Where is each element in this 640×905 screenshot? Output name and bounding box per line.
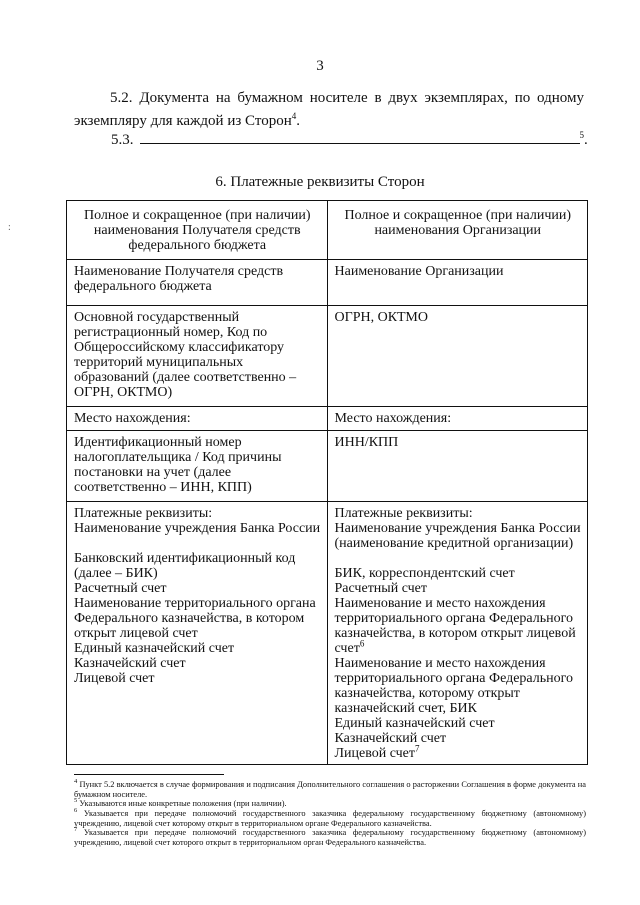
footnote-ref-5: 5: [579, 130, 584, 140]
clause-5-3-end: .: [584, 132, 588, 148]
footnote-5-text: Указываются иные конкретные положения (при наличии).: [79, 799, 287, 808]
recipient-bank-block-b: Банковский идентификационный код (далее – БИК) Расчетный счет Наименование территориального органа Федерального казначейства, в котором открыт лицевой счет Единый казначейский счет Казначейский счет Лицевой счет: [74, 551, 316, 686]
header-recipient: Полное и сокращенное (при наличии) наименования Получателя средств федерального бюджета: [67, 201, 328, 260]
footnote-ref-4: 4: [291, 111, 297, 121]
org-bank-block-b-text: БИК, корреспондентский счет Расчетный счет Наименование и место нахождения территориального органа Федерального казначейства, в котором открыт лицевой счет: [334, 566, 576, 656]
cell-recipient-name: Наименование Получателя средств федерального бюджета: [67, 260, 328, 306]
footnote-7-marker: 7: [74, 826, 78, 834]
footnote-7-text: Указывается при передаче полномочий государственного заказчика федеральному государственному бюджетному (автономному) учреждению, лицевой счет которого открыт в территориальном орган Федерального казначейства.: [74, 828, 587, 847]
footnote-separator: [74, 774, 224, 775]
footnote-4-text: Пункт 5.2 включается в случае формирования и подписания Дополнительного соглашения о расторжении Соглашения в форме документа на бумажном носителе.: [74, 780, 586, 799]
cell-location-right: Место нахождения:: [327, 407, 588, 431]
cell-inn-kpp-label: Идентификационный номер налогоплательщика / Код причины постановки на учет (далее соответственно – ИНН, КПП): [67, 431, 328, 502]
footnote-4: [74, 780, 586, 799]
margin-mark: :: [8, 222, 11, 233]
blank-fill-line: [140, 131, 580, 144]
footnote-7: [74, 828, 586, 847]
table-row: [67, 306, 588, 407]
section-title: 6. Платежные реквизиты Сторон: [215, 174, 425, 190]
footnote-ref-6: 6: [359, 638, 365, 649]
clause-5-3: [111, 131, 591, 149]
cell-inn-kpp: ИНН/КПП: [327, 431, 588, 502]
org-bank-block-c-text: Наименование и место нахождения территориального органа Федерального казначейства, которому открыт казначейский счет, БИК Единый казначейский счет Казначейский счет Лицевой счет: [334, 656, 574, 761]
cell-ogrn-oktmo: ОГРН, ОКТМО: [327, 306, 588, 407]
table-row: [67, 260, 588, 306]
footnote-6: [74, 809, 586, 828]
clause-5-3-number: 5.3.: [111, 132, 134, 148]
footnote-4-marker: 4: [74, 778, 78, 786]
cell-ogrn-oktmo-label: Основной государственный регистрационный номер, Код по Общероссийскому классификатору территорий муниципальных образований (далее соответственно – ОГРН, ОКТМО): [67, 306, 328, 407]
footnote-5: [74, 799, 586, 809]
footnote-6-marker: 6: [74, 807, 78, 815]
footnote-ref-7: 7: [415, 743, 420, 754]
table-row: [67, 407, 588, 431]
payment-details-table: [66, 200, 588, 765]
org-bank-block-a: Платежные реквизиты: Наименование учреждения Банка России (наименование кредитной организации): [334, 506, 581, 551]
clause-5-2-text: Документа на бумажном носителе в двух экземплярах, по одному экземпляру для каждой из Сторон: [74, 90, 584, 129]
table-header-row: [67, 201, 588, 260]
table-row: [67, 502, 588, 765]
cell-location-left: Место нахождения:: [67, 407, 328, 431]
header-organization: Полное и сокращенное (при наличии) наименования Организации: [327, 201, 588, 260]
cell-organization-bank-details: [327, 502, 588, 765]
org-bank-block-c: [335, 656, 582, 761]
cell-recipient-bank-details: [67, 502, 328, 765]
org-bank-block-b: [335, 566, 582, 656]
clause-5-2-number: 5.2.: [110, 90, 133, 106]
cell-organization-name: Наименование Организации: [327, 260, 588, 306]
table-row: [67, 431, 588, 502]
clause-5-2-end: .: [296, 113, 300, 129]
footnote-6-text: Указывается при передаче полномочий государственного заказчика федеральному государственному бюджетному (автономному) учреждению, лицевой счет которому открыт в территориальном органе Федерального казначейства.: [74, 809, 587, 828]
footnote-5-marker: 5: [74, 797, 78, 805]
recipient-bank-block-a: Платежные реквизиты: Наименование учреждения Банка России: [74, 506, 321, 536]
clause-5-2: [74, 87, 584, 133]
page-number: 3: [316, 58, 324, 74]
